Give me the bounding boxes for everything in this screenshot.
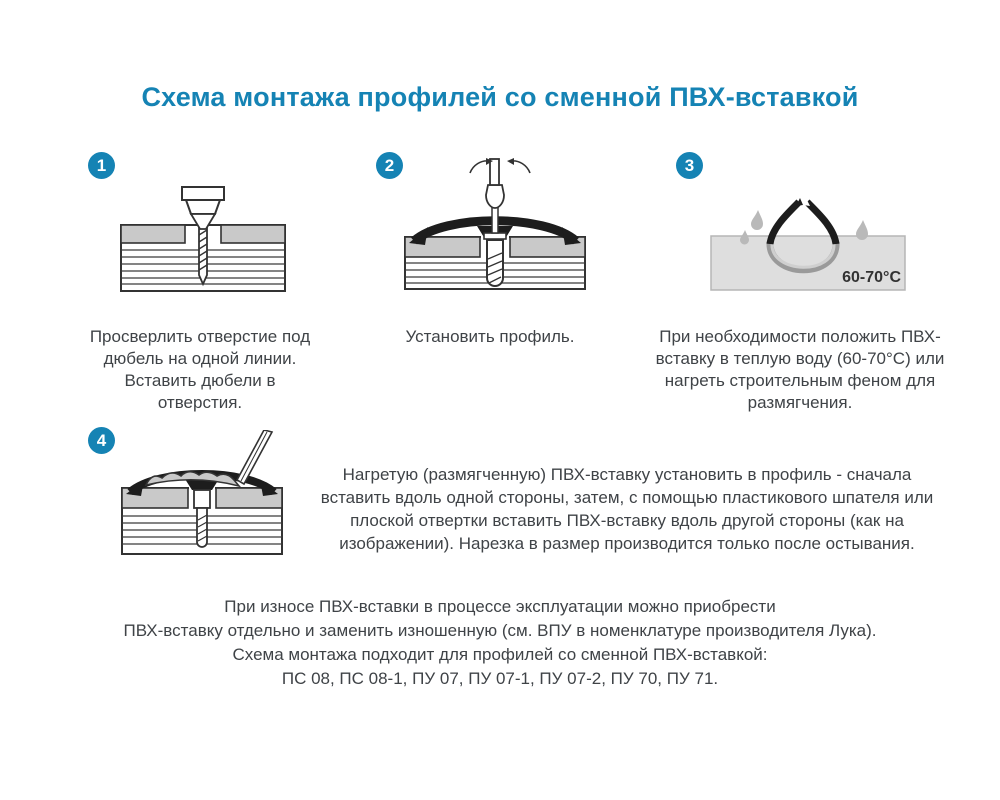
- footer-line-3: Схема монтажа подходит для профилей со сменной ПВХ-вставкой:: [232, 645, 768, 664]
- step-4-caption: Нагретую (размягченную) ПВХ-вставку установить в профиль - сначала вставить вдоль одной стороны, затем, с помощью пластикового шпателя или плоской отвертки вставить ПВХ-вставку вдоль другой стороны (как на изображении). Нарезка в размер производится только после остывания.: [320, 465, 934, 553]
- footer-line-1: При износе ПВХ-вставки в процессе эксплуатации можно приобрести: [224, 597, 776, 616]
- step-4-number-badge: 4: [88, 427, 115, 454]
- footer-note: [0, 595, 1000, 691]
- water-temp-label: 60-70°C: [842, 269, 901, 286]
- insert-pvc-icon: [118, 430, 293, 560]
- footer-line-2: ПВХ-вставку отдельно и заменить изношенную (см. ВПУ в номенклатуре производителя Лука).: [123, 621, 877, 640]
- drill-hole-icon: [118, 183, 288, 295]
- step-3-caption: При необходимости положить ПВХ-вставку в теплую воду (60-70°C) или нагреть строительным феном для размягчения.: [655, 327, 945, 412]
- step-1-caption: Просверлить отверстие под дюбель на одной линии. Вставить дюбели в отверстия.: [89, 327, 311, 412]
- install-profile-icon: [400, 157, 590, 297]
- footer-line-4: ПС 08, ПС 08-1, ПУ 07, ПУ 07-1, ПУ 07-2, ПУ 70, ПУ 71.: [281, 669, 719, 688]
- step-3-number-badge: 3: [676, 152, 703, 179]
- step-1-number-badge: 1: [88, 152, 115, 179]
- step-2-caption: Установить профиль.: [405, 327, 575, 346]
- warm-water-icon: [703, 186, 913, 298]
- page-title: Схема монтажа профилей со сменной ПВХ-вставкой: [141, 82, 859, 112]
- step-2-number-badge: 2: [376, 152, 403, 179]
